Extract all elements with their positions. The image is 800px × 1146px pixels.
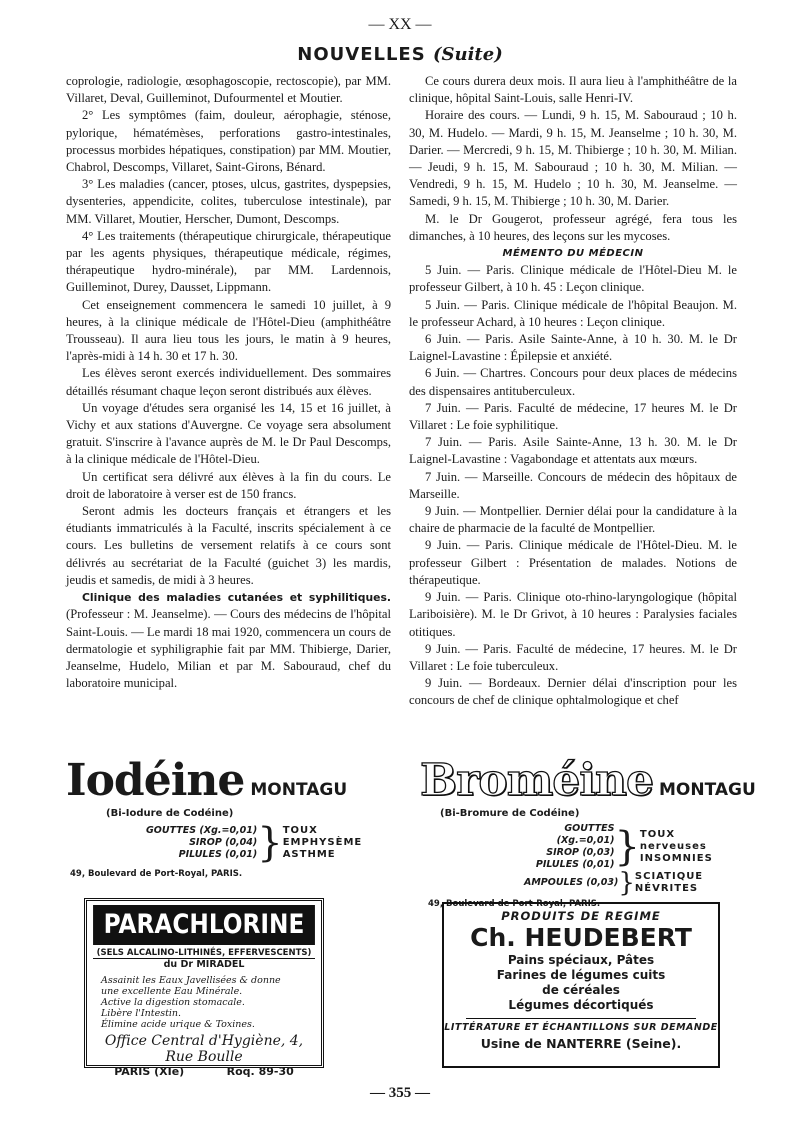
dose-line: SIROP (0,04) bbox=[189, 837, 258, 848]
iodeine-subtitle: (Bi-Iodure de Codéine) bbox=[106, 808, 234, 819]
roman-page-number: — XX — bbox=[368, 16, 432, 33]
left-column bbox=[66, 73, 391, 692]
memento-item: 9 Juin. — Bordeaux. Dernier délai d'inscription pour les concours de chef de clinique ophtalmologique et chef bbox=[409, 676, 737, 708]
indication: TOUX bbox=[282, 825, 318, 836]
paragraph: Un voyage d'études sera organisé les 14, 15 et 16 juillet, à Vichy et aux stations d'Auvergne. Ce voyage sera absolument gratuit. S'inscrire à l'avance auprès de M. le Dr Paul Descomps, à la clinique médicale de l'Hôtel-Dieu. bbox=[66, 400, 391, 467]
indication: NÉVRITES bbox=[634, 883, 699, 894]
page-number: — 355 — bbox=[370, 1085, 430, 1101]
paragraph: Ce cours durera deux mois. Il aura lieu à l'amphithéâtre de la clinique, hôpital Saint-Louis, salle Henri-IV. bbox=[409, 74, 737, 106]
paragraph: Horaire des cours. — Lundi, 9 h. 15, M. Sabouraud ; 10 h. 30, M. Hudelo. — Mardi, 9 h. 15, M. Jeanselme ; 10 h. 30, M. Darier. — Mercredi, 9 h. 15, M. Thibierge ; 10 h. 30, M. Milian. — Jeudi, 9 h. 15, M. Sabouraud ; 10 h. 30, M. Milian. — Vendredi, 9 h. 15, M. Hudelo ; 10 h. 30, M. Jeanselme. — Samedi, 9 h. 15, M. Thibierge ; 10 h. 30, M. Darier. bbox=[409, 108, 737, 209]
paragraph: coprologie, radiologie, œsophagoscopie, rectoscopie), par MM. Villaret, Deval, Guilleminot, Dufourmentel et Moutier. bbox=[66, 74, 391, 106]
dose-line: GOUTTES (Xg.=0,01) bbox=[556, 823, 615, 846]
product-line: de céréales bbox=[542, 983, 620, 997]
bromeine-ampoule-block bbox=[524, 868, 740, 898]
memento-item: 6 Juin. — Chartres. Concours pour deux places de médecins des dispensaires antituberculeux. bbox=[409, 366, 737, 398]
ad-bromeine bbox=[420, 755, 756, 909]
memento-item: 9 Juin. — Paris. Clinique médicale de l'Hôtel-Dieu. M. le professeur Gilbert : Présentation de malades. Notions de thérapeutique. bbox=[409, 538, 737, 587]
brace-glyph: } bbox=[618, 868, 635, 898]
dose-line: PILULES (0,01) bbox=[535, 859, 615, 870]
paragraph: 2° Les symptômes (faim, douleur, aérophagie, sténose, pylorique, hématémèses, perforations gastro-intestinales, processus morbides hépatiques, constipation) par MM. Moutier, Chabrol, Descomps, Villaret, Saint-Girons, Bénard. bbox=[66, 108, 391, 175]
parachlorine-brand: PARACHLORINE bbox=[93, 905, 315, 945]
dose-line: AMPOULES (0,03) bbox=[524, 877, 619, 888]
bromeine-dose-block bbox=[510, 823, 740, 871]
claim-line: Active la digestion stomacale. bbox=[101, 997, 245, 1008]
paragraph: 4° Les traitements (thérapeutique chirurgicale, thérapeutique par les agents physiques, thérapeutique médicale, régimes, thérapeutique hydro-minérale), par MM. Lardennois, Guilleminot, Durey, Dausset, Lippmann. bbox=[66, 228, 391, 295]
memento-item: 6 Juin. — Paris. Asile Sainte-Anne, à 10 h. 30. M. le Dr Laignel-Lavastine : Épilepsie et anxiété. bbox=[409, 332, 737, 364]
heudebert-top: PRODUITS DE REGIME bbox=[501, 909, 661, 923]
claim-line: une excellente Eau Minérale. bbox=[101, 986, 243, 997]
claim-line: Élimine acide urique & Toxines. bbox=[101, 1019, 255, 1030]
dose-line: SIROP (0,03) bbox=[546, 847, 615, 858]
parachlorine-subtitle: (SELS ALCALINO-LITHINÉS, EFFERVESCENTS) bbox=[93, 948, 315, 959]
iodeine-maker: MONTAGU bbox=[250, 780, 348, 800]
clinic-text: (Professeur : M. Jeanselme). — Cours des médecins de l'hôpital Saint-Louis. — Le mardi 18 mai 1920, commencera un cours de dermatologie et syphiligraphie fait par MM. Thibierge, Darier, Jeanselme, Hudelo, Milian et par M. Sabouraud, chef du laboratoire municipal. bbox=[66, 607, 391, 691]
right-column bbox=[409, 73, 737, 710]
brace-glyph: } bbox=[257, 820, 283, 866]
indication: INSOMNIES bbox=[639, 853, 713, 864]
section-title-main: NOUVELLES bbox=[297, 44, 426, 65]
bromeine-brand: Broméine bbox=[420, 755, 653, 806]
bromeine-address: 49, Boulevard de Port-Royal, PARIS. bbox=[428, 899, 601, 909]
memento-item: 9 Juin. — Paris. Faculté de médecine, 17 heures. M. le Dr Villaret : Le foie tuberculeux. bbox=[409, 641, 737, 673]
heudebert-literature: LITTÉRATURE ET ÉCHANTILLONS SUR DEMANDE bbox=[444, 1022, 718, 1033]
dose-line: PILULES (0,01) bbox=[178, 849, 258, 860]
paragraph: Un certificat sera délivré aux élèves à la fin du cours. Le droit de laboratoire à verser est de 150 francs. bbox=[66, 469, 391, 501]
claim-line: Assainit les Eaux Javellisées & donne bbox=[101, 975, 281, 986]
memento-item: 7 Juin. — Marseille. Concours de médecin des hôpitaux de Marseille. bbox=[409, 469, 737, 501]
parachlorine-city: PARIS (XIe) bbox=[114, 1065, 185, 1078]
bromeine-subtitle: (Bi-Bromure de Codéine) bbox=[440, 808, 580, 819]
parachlorine-office: Office Central d'Hygiène, 4, Rue Boulle bbox=[104, 1033, 304, 1065]
indication: ASTHME bbox=[282, 849, 336, 860]
indication: TOUX nerveuses bbox=[639, 829, 707, 852]
ad-iodeine bbox=[66, 755, 386, 883]
product-line: Pains spéciaux, Pâtes bbox=[507, 953, 655, 967]
indication: SCIATIQUE bbox=[634, 871, 704, 882]
divider bbox=[466, 1018, 696, 1019]
parachlorine-footer bbox=[93, 1065, 315, 1078]
paragraph: M. le Dr Gougerot, professeur agrégé, fera tous les dimanches, à 10 heures, des leçons sur les mycoses. bbox=[409, 211, 737, 243]
iodeine-brand: Iodéine bbox=[66, 755, 245, 806]
paragraph: Les élèves seront exercés individuellement. Des sommaires détaillés résumant chaque leçon seront distribués aux élèves. bbox=[66, 366, 391, 398]
dose-line: GOUTTES (Xg.=0,01) bbox=[146, 825, 258, 836]
paragraph: Seront admis les docteurs français et étrangers et les étudiants immatriculés à la Faculté, inscrits spécialement à ce cours. Les bulletins de versement relatifs à ce cours sont délivrés au secrétariat de la Faculté (guichet 3) les mardis, jeudis et samedis, de midi à 3 heures. bbox=[66, 504, 391, 587]
parachlorine-doctor: du Dr MIRADEL bbox=[163, 959, 245, 970]
paragraph: Cet enseignement commencera le samedi 10 juillet, à 9 heures, à la clinique médicale de l'Hôtel-Dieu (amphithéâtre Trousseau). Il aura lieu tous les jours, le matin à 9 heures, l'après-midi à 14 h. 30 et 17 h. 30. bbox=[66, 297, 391, 364]
memento-item: 7 Juin. — Paris. Faculté de médecine, 17 heures M. le Dr Villaret : Le foie syphilitique. bbox=[409, 400, 737, 433]
section-title bbox=[0, 44, 800, 65]
iodeine-address: 49, Boulevard de Port-Royal, PARIS. bbox=[70, 869, 243, 879]
indication: EMPHYSÈME bbox=[282, 837, 363, 848]
memento-item: 5 Juin. — Paris. Clinique médicale de l'hôpital Beaujon. M. le professeur Achard, à 10 heures : Leçon clinique. bbox=[409, 297, 737, 329]
ad-heudebert bbox=[442, 902, 720, 1068]
section-title-suffix: (Suite) bbox=[432, 44, 503, 65]
ad-parachlorine bbox=[84, 898, 324, 1078]
heudebert-factory: Usine de NANTERRE (Seine). bbox=[480, 1036, 682, 1051]
memento-item: 9 Juin. — Paris. Clinique oto-rhino-laryngologique (hôpital Lariboisière). M. le Dr Grivot, à 10 heures : Paralysies faciales otitiques. bbox=[409, 590, 737, 639]
bromeine-maker: MONTAGU bbox=[658, 780, 756, 800]
brace-glyph: } bbox=[614, 824, 640, 870]
parachlorine-phone: Roq. 89-30 bbox=[226, 1065, 294, 1078]
clinic-heading: Clinique des maladies cutanées et syphilitiques. bbox=[82, 591, 391, 605]
paragraph: 3° Les maladies (cancer, ptoses, ulcus, gastrites, dyspepsies, dysenteries, appendicite, colites, tuberculose intestinale), par MM. Villaret, Moutier, Herscher, Dumont, Descomps. bbox=[66, 177, 391, 226]
memento-heading: MÉMENTO DU MÉDECIN bbox=[502, 248, 644, 260]
claim-line: Libère l'Intestin. bbox=[101, 1008, 182, 1019]
iodeine-dose-block bbox=[146, 820, 386, 866]
parachlorine-claims bbox=[93, 975, 315, 1030]
memento-item: 5 Juin. — Paris. Clinique médicale de l'Hôtel-Dieu M. le professeur Gilbert, à 10 h. 45 : Leçon clinique. bbox=[409, 263, 737, 295]
memento-item: 9 Juin. — Montpellier. Dernier délai pour la candidature à la chaire de pharmacie de la faculté de Montpellier. bbox=[409, 504, 737, 536]
clinic-paragraph bbox=[66, 589, 391, 692]
product-line: Farines de légumes cuits bbox=[496, 968, 666, 982]
product-line: Légumes décortiqués bbox=[508, 998, 654, 1012]
memento-item: 7 Juin. — Paris. Asile Sainte-Anne, 13 h. 30. M. le Dr Laignel-Lavastine : Vagabondage et attentats aux mœurs. bbox=[409, 435, 737, 467]
heudebert-name: Ch. HEUDEBERT bbox=[470, 923, 692, 952]
